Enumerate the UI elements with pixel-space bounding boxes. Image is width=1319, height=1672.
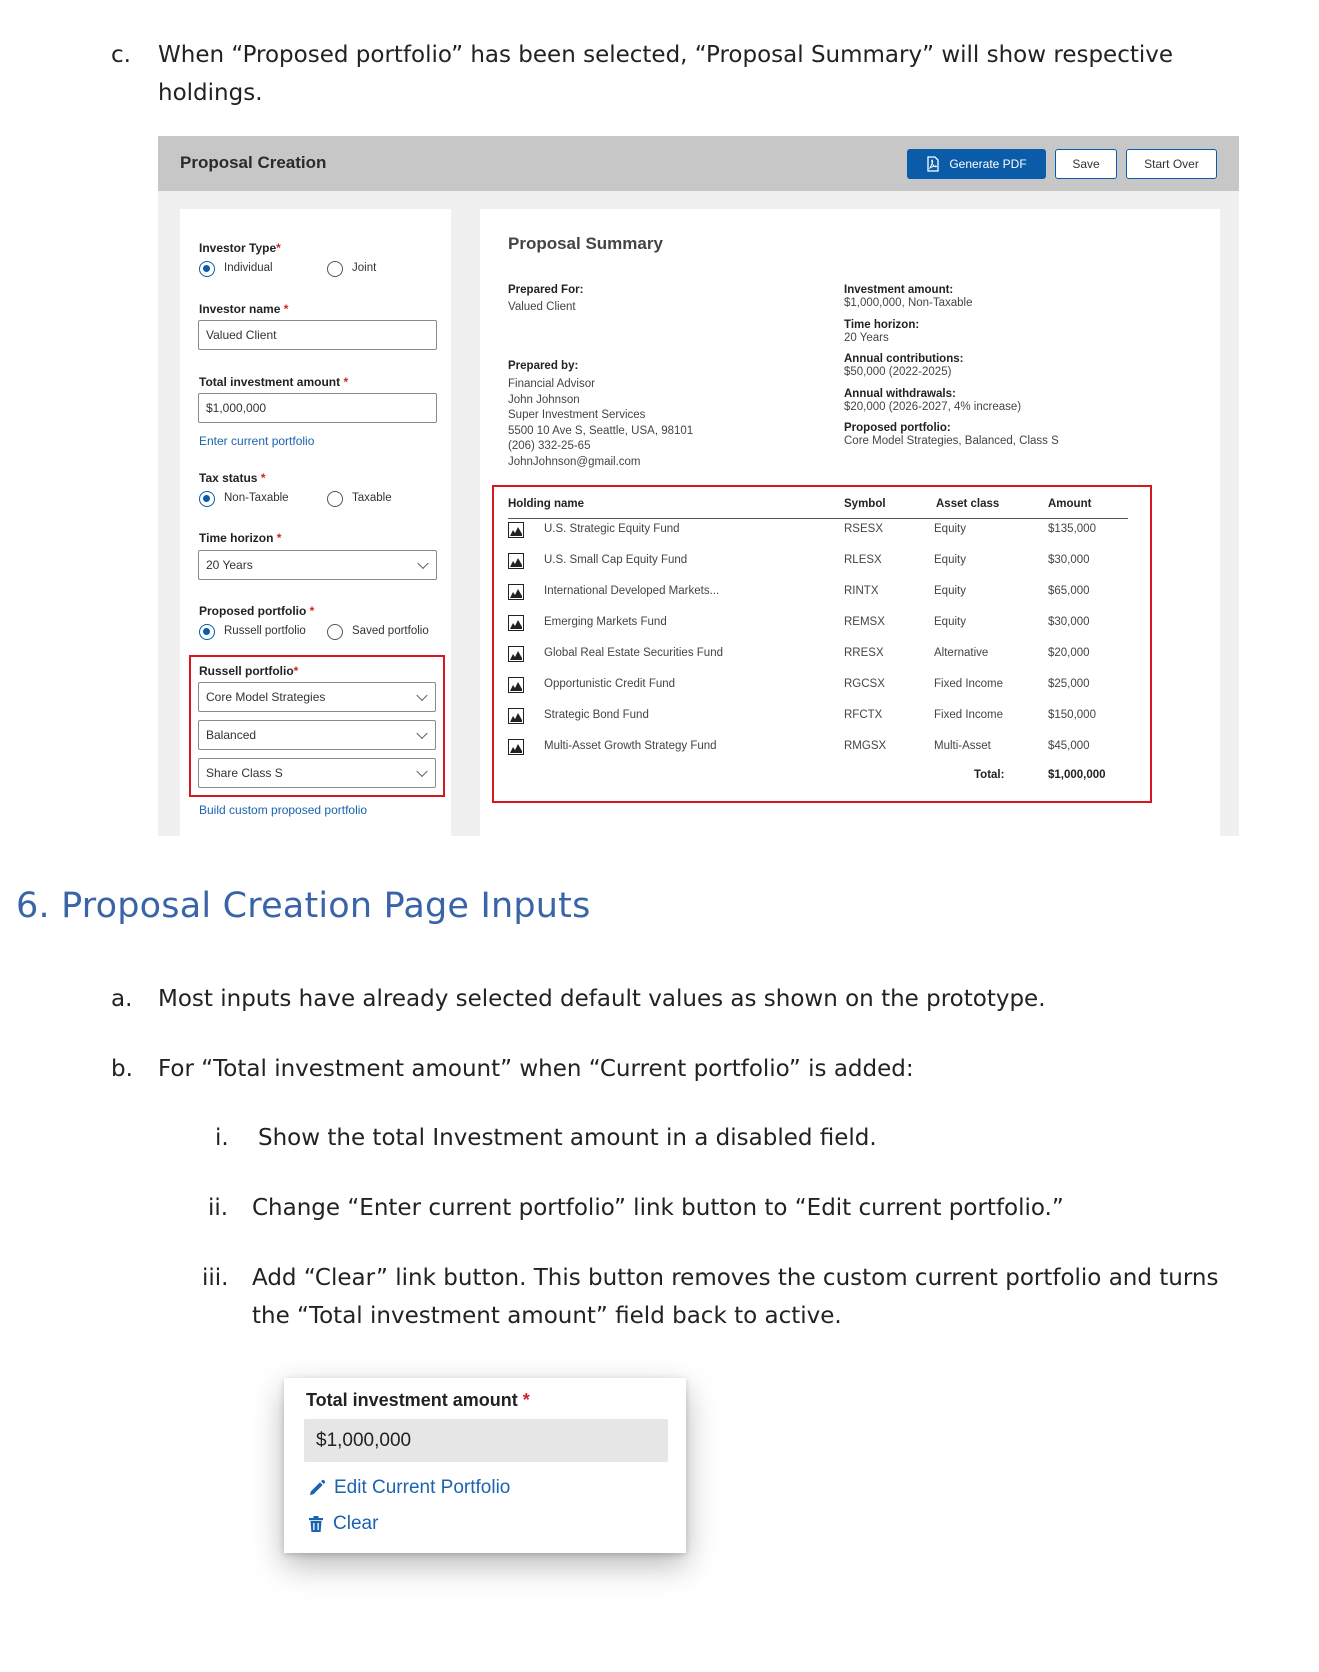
radio-individual[interactable] (199, 261, 215, 277)
sub-item-iii (0, 1259, 1319, 1339)
list-marker: iii. (202, 1265, 229, 1291)
amount-cell: $65,000 (1048, 585, 1090, 597)
holding-name-cell: Multi-Asset Growth Strategy Fund (544, 740, 717, 752)
edit-current-portfolio-link[interactable] (308, 1475, 510, 1501)
asset-class-cell: Fixed Income (934, 678, 1004, 690)
holdings-highlight (492, 485, 1152, 803)
radio-russell-portfolio[interactable] (199, 624, 215, 640)
radio-saved-portfolio[interactable] (327, 624, 343, 640)
prepared-by-block (508, 377, 693, 470)
fund-chart-icon (508, 677, 524, 693)
symbol-cell: RSESX (844, 523, 883, 535)
trash-icon (308, 1515, 324, 1533)
annual-contributions-label: Annual contributions: (844, 353, 964, 365)
clear-label: Clear (333, 1513, 379, 1534)
item-c-text-cont: holdings. (158, 80, 263, 106)
fund-chart-icon (508, 708, 524, 724)
table-row (508, 676, 1128, 696)
save-button[interactable]: Save (1055, 149, 1117, 179)
pdf-icon (926, 156, 940, 172)
prepared-by-line: JohnJohnson@gmail.com (508, 455, 641, 468)
prepared-by-line: (206) 332-25-65 (508, 440, 591, 452)
tax-status-radio-group (199, 490, 439, 510)
holding-name-cell: U.S. Small Cap Equity Fund (544, 554, 688, 566)
total-label: Total: (974, 769, 1005, 781)
annual-contributions-value: $50,000 (2022-2025) (844, 366, 952, 378)
item-a (0, 980, 1319, 1020)
fund-chart-icon (508, 646, 524, 662)
symbol-cell: REMSX (844, 616, 885, 628)
column-symbol: Symbol (844, 498, 886, 510)
proposed-portfolio-radio-group (199, 623, 444, 643)
asset-class-cell: Multi-Asset (934, 740, 991, 752)
summary-heading: Proposal Summary (508, 234, 663, 253)
russell-portfolio-label: Russell portfolio* (199, 664, 299, 678)
share-class-select[interactable] (198, 758, 436, 788)
radio-joint-label: Joint (352, 262, 377, 274)
symbol-cell: RRESX (844, 647, 884, 659)
list-marker: a. (111, 986, 133, 1012)
asset-class-cell: Equity (934, 585, 966, 597)
radio-non-taxable[interactable] (199, 491, 215, 507)
time-horizon-value: 20 Years (206, 558, 253, 572)
table-row (508, 707, 1128, 727)
clear-link[interactable] (308, 1511, 378, 1537)
tax-status-label: Tax status * (199, 471, 266, 485)
list-marker: ii. (208, 1195, 229, 1221)
list-marker: c. (111, 42, 131, 68)
symbol-cell: RFCTX (844, 709, 883, 721)
investor-type-radio-group (199, 260, 439, 280)
amount-cell: $45,000 (1048, 740, 1090, 752)
amount-cell: $150,000 (1048, 709, 1096, 721)
table-row (508, 738, 1128, 758)
radio-individual-label: Individual (224, 262, 273, 274)
asset-class-cell: Equity (934, 554, 966, 566)
fund-chart-icon (508, 739, 524, 755)
column-holding-name: Holding name (508, 498, 585, 510)
prepared-for-value: Valued Client (508, 301, 576, 313)
radio-saved-label: Saved portfolio (352, 625, 429, 637)
holdings-header-row (508, 498, 1128, 519)
symbol-cell: RINTX (844, 585, 879, 597)
sub-item-iii-text-cont: the “Total investment amount” field back to active. (252, 1303, 842, 1329)
chevron-down-icon (416, 766, 427, 777)
investor-type-label: Investor Type* (199, 241, 281, 255)
holding-name-cell: U.S. Strategic Equity Fund (544, 523, 680, 535)
sub-item-ii (0, 1189, 1319, 1229)
investor-name-input[interactable]: Valued Client (198, 320, 437, 350)
item-b (0, 1050, 1319, 1090)
generate-pdf-button[interactable] (907, 149, 1046, 179)
enter-current-portfolio-link[interactable]: Enter current portfolio (199, 434, 315, 448)
prepared-by-line: 5500 10 Ave S, Seattle, USA, 98101 (508, 424, 694, 437)
asset-class-cell: Equity (934, 523, 966, 535)
card-total-investment-label: Total investment amount * (306, 1390, 530, 1410)
symbol-cell: RMGSX (844, 740, 887, 752)
generate-pdf-label: Generate PDF (949, 157, 1027, 171)
total-investment-card (284, 1378, 686, 1553)
item-a-text: Most inputs have already selected default values as shown on the prototype. (158, 986, 1046, 1012)
table-row (508, 552, 1128, 572)
summary-details (844, 284, 1059, 450)
sub-item-i (0, 1119, 1319, 1159)
amount-cell: $25,000 (1048, 678, 1090, 690)
investment-amount-value: $1,000,000, Non-Taxable (844, 297, 973, 309)
radio-taxable-label: Taxable (352, 492, 392, 504)
table-row (508, 645, 1128, 665)
share-class-value: Share Class S (206, 766, 283, 780)
holdings-total-row (508, 769, 1128, 787)
chevron-down-icon (416, 728, 427, 739)
holding-name-cell: International Developed Markets... (544, 585, 720, 597)
fund-chart-icon (508, 615, 524, 631)
asset-class-cell: Fixed Income (934, 709, 1004, 721)
russell-portfolio-highlight (189, 655, 445, 797)
amount-cell: $135,000 (1048, 523, 1096, 535)
card-total-investment-disabled-field: $1,000,000 (304, 1419, 668, 1462)
time-horizon-select[interactable] (198, 550, 437, 580)
portfolio-strategy-select[interactable] (198, 682, 436, 712)
column-amount: Amount (1048, 498, 1092, 510)
time-horizon-summary-label: Time horizon: (844, 318, 920, 331)
prepared-by-label: Prepared by: (508, 360, 579, 372)
item-c-text: When “Proposed portfolio” has been selected, “Proposal Summary” will show respective (158, 42, 1174, 68)
time-horizon-summary-value: 20 Years (844, 331, 889, 344)
holding-name-cell: Opportunistic Credit Fund (544, 678, 676, 690)
chevron-down-icon (416, 690, 427, 701)
radio-taxable[interactable] (327, 491, 343, 507)
table-row (508, 521, 1128, 541)
sub-item-iii-text: Add “Clear” link button. This button removes the custom current portfolio and turns (252, 1265, 1219, 1291)
sub-item-ii-text: Change “Enter current portfolio” link button to “Edit current portfolio.” (252, 1195, 1064, 1221)
annual-withdrawals-label: Annual withdrawals: (844, 387, 956, 400)
symbol-cell: RGCSX (844, 678, 885, 690)
risk-profile-select[interactable] (198, 720, 436, 750)
page-title: Proposal Creation (180, 153, 327, 172)
app-header (158, 136, 1239, 191)
investor-name-label: Investor name * (199, 302, 289, 316)
holding-name-cell: Strategic Bond Fund (544, 709, 649, 721)
radio-non-taxable-label: Non-Taxable (224, 492, 289, 504)
table-row (508, 583, 1128, 603)
asset-class-cell: Alternative (934, 647, 989, 659)
amount-cell: $20,000 (1048, 647, 1090, 659)
column-asset-class: Asset class (936, 498, 1000, 510)
total-investment-input[interactable]: $1,000,000 (198, 393, 437, 423)
amount-cell: $30,000 (1048, 616, 1090, 628)
fund-chart-icon (508, 553, 524, 569)
annual-withdrawals-value: $20,000 (2026-2027, 4% increase) (844, 400, 1022, 413)
prepared-by-line: Super Investment Services (508, 409, 646, 421)
prepared-for-label: Prepared For: (508, 284, 584, 296)
prepared-by-line: Financial Advisor (508, 378, 595, 390)
list-marker: b. (111, 1056, 133, 1082)
proposed-portfolio-summary-value: Core Model Strategies, Balanced, Class S (844, 435, 1059, 447)
section-heading: 6. Proposal Creation Page Inputs (16, 886, 591, 926)
start-over-button[interactable]: Start Over (1126, 149, 1217, 179)
time-horizon-label: Time horizon * (199, 531, 282, 545)
holding-name-cell: Emerging Markets Fund (544, 616, 667, 628)
sub-item-i-text: Show the total Investment amount in a disabled field. (258, 1125, 877, 1151)
fund-chart-icon (508, 584, 524, 600)
pencil-icon (308, 1479, 326, 1497)
table-row (508, 614, 1128, 634)
build-custom-portfolio-link[interactable]: Build custom proposed portfolio (199, 803, 368, 817)
edit-current-portfolio-label: Edit Current Portfolio (334, 1477, 511, 1498)
holding-name-cell: Global Real Estate Securities Fund (544, 647, 723, 659)
symbol-cell: RLESX (844, 554, 882, 566)
total-value: $1,000,000 (1048, 769, 1106, 781)
portfolio-strategy-value: Core Model Strategies (206, 690, 326, 704)
proposal-summary-panel (480, 209, 1220, 836)
chevron-down-icon (417, 558, 428, 569)
asset-class-cell: Equity (934, 616, 966, 628)
prepared-by-line: John Johnson (508, 393, 580, 406)
proposed-portfolio-summary-label: Proposed portfolio: (844, 422, 951, 434)
proposal-form-panel (180, 209, 451, 836)
proposed-portfolio-label: Proposed portfolio * (199, 604, 315, 618)
total-investment-label: Total investment amount * (199, 375, 349, 389)
radio-russell-label: Russell portfolio (224, 625, 306, 637)
fund-chart-icon (508, 522, 524, 538)
proposal-creation-screenshot (158, 136, 1239, 836)
item-b-text: For “Total investment amount” when “Current portfolio” is added: (158, 1056, 914, 1082)
risk-profile-value: Balanced (206, 728, 257, 742)
radio-joint[interactable] (327, 261, 343, 277)
investment-amount-label: Investment amount: (844, 284, 954, 296)
amount-cell: $30,000 (1048, 554, 1090, 566)
list-marker: i. (215, 1125, 229, 1151)
